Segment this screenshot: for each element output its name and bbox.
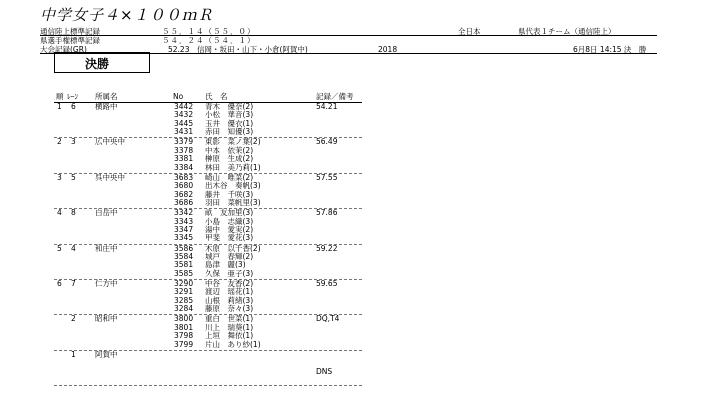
member-no: 3799 xyxy=(174,339,194,349)
round-box xyxy=(54,52,150,73)
team-name: 白岳中 xyxy=(95,208,118,218)
member-no: 3798 xyxy=(174,331,194,341)
member-no: 3586 xyxy=(174,243,194,253)
member-name: 出木谷 奏帆(3) xyxy=(205,181,261,191)
member-no: 3686 xyxy=(174,198,194,207)
record: 54.21 xyxy=(316,102,338,111)
member-name: 湯中 愛実(2) xyxy=(205,225,254,234)
record: DQ,T4 xyxy=(316,314,340,324)
member-name: 小松 華音(3) xyxy=(205,110,254,120)
page-title: 中学女子４×１００ｍＲ xyxy=(40,6,214,24)
datetime-label: 6月8日 14:15 決 勝 xyxy=(573,45,647,54)
record-label: 通信陸上標準記録 xyxy=(40,27,100,36)
member-no: 3800 xyxy=(174,314,194,324)
member-name: 川上 瑞葵(1) xyxy=(205,322,254,332)
team-name: 昭和中 xyxy=(95,314,118,324)
member-name: 中谷 友香(2) xyxy=(205,279,254,288)
member-no: 3342 xyxy=(174,208,194,218)
member-no: 3683 xyxy=(174,172,194,182)
member-name: 榊原 生成(2) xyxy=(205,154,254,164)
member-name: 赤田 知優(3) xyxy=(205,127,254,137)
member-name: 東影 菜ノ葉(2) xyxy=(205,137,261,147)
record-value: ５４．２４（５４．１） xyxy=(162,36,256,45)
member-no: 3345 xyxy=(174,233,194,243)
record: 57.55 xyxy=(316,172,338,182)
member-no: 3801 xyxy=(174,322,194,332)
member-no: 3343 xyxy=(174,216,194,226)
member-name: 羽田 菜帆里(3) xyxy=(205,198,261,207)
member-no: 3445 xyxy=(174,118,194,128)
member-name: 島津 麗(3) xyxy=(205,260,246,270)
member-no: 3384 xyxy=(174,162,194,172)
col-team: 所属名 xyxy=(95,92,118,101)
member-no: 3291 xyxy=(174,287,194,297)
member-no: 3432 xyxy=(174,110,194,120)
member-name: 崎山 唯菜(2) xyxy=(205,172,254,182)
record: 59.22 xyxy=(316,243,338,253)
team-name: 呉中央中 xyxy=(95,172,125,182)
record: 57.86 xyxy=(316,208,338,218)
lane: 5 xyxy=(71,172,76,182)
record: 56.49 xyxy=(316,137,338,147)
member-no: 3680 xyxy=(174,181,194,191)
pref-rep-label: 県代表１チーム（通信陸上） xyxy=(518,27,616,36)
record-label: 県選手権標準記録 xyxy=(40,36,100,45)
col-lane: ﾚｰﾝ xyxy=(67,92,79,101)
member-no: 3581 xyxy=(174,260,194,270)
member-name: 畝 友加里(3) xyxy=(205,208,254,218)
member-name: 城戸 春輝(2) xyxy=(205,252,254,261)
lane: 7 xyxy=(71,279,76,288)
round-label: 決勝 xyxy=(85,57,110,71)
member-no: 3284 xyxy=(174,304,194,314)
member-no: 3381 xyxy=(174,154,194,164)
member-name: 渡辺 瑶花(1) xyxy=(205,287,254,297)
rank: 2 xyxy=(57,137,62,147)
header-rule xyxy=(40,35,657,36)
rank: 6 xyxy=(57,279,62,288)
col-no: No xyxy=(173,92,184,101)
member-name: 藤原 奈々(3) xyxy=(205,304,254,314)
member-no: 3285 xyxy=(174,295,194,305)
member-name: 林田 美乃莉(1) xyxy=(205,162,261,172)
rank: 1 xyxy=(57,102,62,111)
lane: 4 xyxy=(71,243,76,253)
member-name: 片山 あり紗(1) xyxy=(205,339,261,349)
member-name: 甲斐 愛花(3) xyxy=(205,233,254,243)
member-no: 3442 xyxy=(174,102,194,111)
member-no: 3379 xyxy=(174,137,194,147)
col-name: 氏 名 xyxy=(205,92,228,101)
rank: 3 xyxy=(57,172,62,182)
lane: 3 xyxy=(71,137,76,147)
record-label: 大会記録(GR) xyxy=(40,45,87,54)
member-no: 3585 xyxy=(174,268,194,278)
lane: 2 xyxy=(71,314,76,324)
team-name: 阿賀中 xyxy=(95,349,118,359)
lane: 1 xyxy=(71,349,76,359)
member-name: 小島 志織(3) xyxy=(205,216,254,226)
rank: 4 xyxy=(57,208,62,218)
record: 59.65 xyxy=(316,279,338,288)
member-name: 上垣 舞依(1) xyxy=(205,331,254,341)
lane: 6 xyxy=(71,102,76,111)
member-name: 藤井 千咲(3) xyxy=(205,189,254,199)
col-record: 記録／備考 xyxy=(316,92,354,101)
member-no: 3682 xyxy=(174,189,194,199)
member-name: 重白 世菜(1) xyxy=(205,314,254,324)
member-name: 久保 亜子(3) xyxy=(205,268,254,278)
member-name: 中本 依茉(2) xyxy=(205,145,254,155)
lane: 8 xyxy=(71,208,76,218)
record-value: ５５．１４（５５．０） xyxy=(162,27,256,36)
member-name: 青木 優奈(2) xyxy=(205,102,254,111)
row-separator xyxy=(54,385,362,386)
team-name: 横路中 xyxy=(95,102,118,111)
rank: 5 xyxy=(57,243,62,253)
record: DNS xyxy=(316,366,333,376)
member-name: 木原 以千香(2) xyxy=(205,243,261,253)
record-value: 52.23 信岡・坂田・山下・小倉(阿賀中) xyxy=(168,45,308,54)
member-no: 3290 xyxy=(174,279,194,288)
member-no: 3584 xyxy=(174,252,194,261)
member-no: 3347 xyxy=(174,225,194,234)
jp-record-label: 全日本 xyxy=(458,27,481,36)
member-name: 山根 莉緒(3) xyxy=(205,295,254,305)
team-name: 仁方中 xyxy=(95,279,118,288)
member-name: 玉井 優衣(1) xyxy=(205,118,254,128)
team-name: 広中央中 xyxy=(95,137,125,147)
member-no: 3378 xyxy=(174,145,194,155)
team-name: 和庄中 xyxy=(95,243,118,253)
member-no: 3431 xyxy=(174,127,194,137)
record-year: 2018 xyxy=(378,45,398,54)
col-rank: 順 xyxy=(56,92,64,101)
